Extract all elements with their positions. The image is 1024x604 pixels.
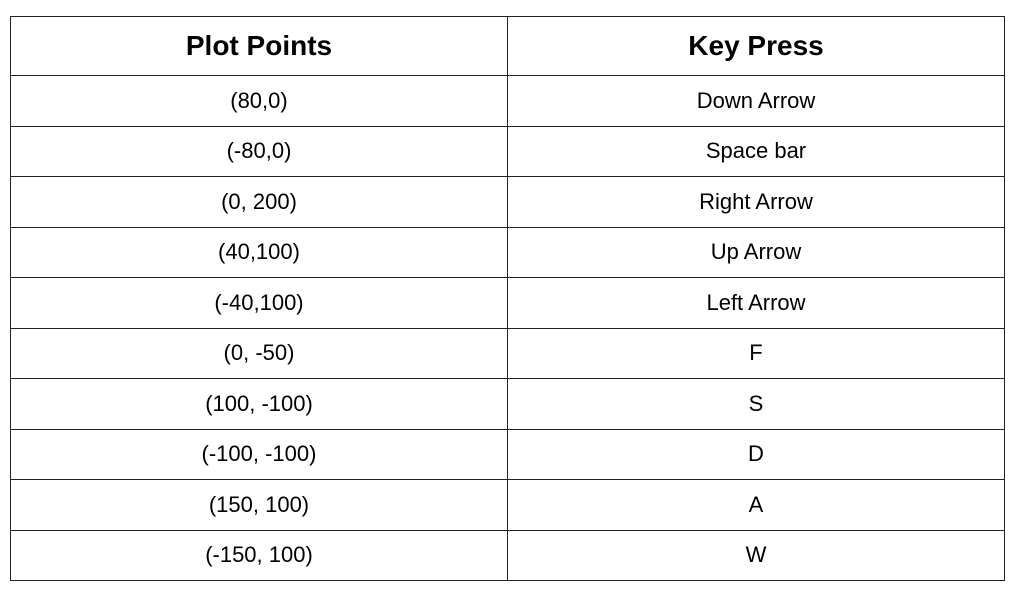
table-container <box>10 16 1004 581</box>
header-row <box>11 17 1005 76</box>
key-press-cell: W <box>508 530 1005 581</box>
key-press-cell: Left Arrow <box>508 278 1005 329</box>
plot-point-cell: (-150, 100) <box>11 530 508 581</box>
plot-point-cell: (80,0) <box>11 76 508 127</box>
plot-point-cell: (-80,0) <box>11 126 508 177</box>
table-row <box>11 530 1005 581</box>
table-row <box>11 429 1005 480</box>
plot-points-table <box>10 16 1005 581</box>
table-row <box>11 278 1005 329</box>
key-press-cell: S <box>508 379 1005 430</box>
plot-point-cell: (40,100) <box>11 227 508 278</box>
plot-point-cell: (150, 100) <box>11 480 508 531</box>
key-press-cell: A <box>508 480 1005 531</box>
plot-point-cell: (100, -100) <box>11 379 508 430</box>
table-row <box>11 480 1005 531</box>
plot-point-cell: (-40,100) <box>11 278 508 329</box>
plot-point-cell: (0, -50) <box>11 328 508 379</box>
key-press-cell: F <box>508 328 1005 379</box>
key-press-cell: Down Arrow <box>508 76 1005 127</box>
key-press-cell: D <box>508 429 1005 480</box>
table-row <box>11 177 1005 228</box>
key-press-cell: Right Arrow <box>508 177 1005 228</box>
table-row <box>11 126 1005 177</box>
table-row <box>11 328 1005 379</box>
key-press-cell: Space bar <box>508 126 1005 177</box>
table-row <box>11 76 1005 127</box>
plot-point-cell: (0, 200) <box>11 177 508 228</box>
header-plot-points: Plot Points <box>11 17 508 76</box>
header-key-press: Key Press <box>508 17 1005 76</box>
key-press-cell: Up Arrow <box>508 227 1005 278</box>
table-row <box>11 227 1005 278</box>
plot-point-cell: (-100, -100) <box>11 429 508 480</box>
table-row <box>11 379 1005 430</box>
